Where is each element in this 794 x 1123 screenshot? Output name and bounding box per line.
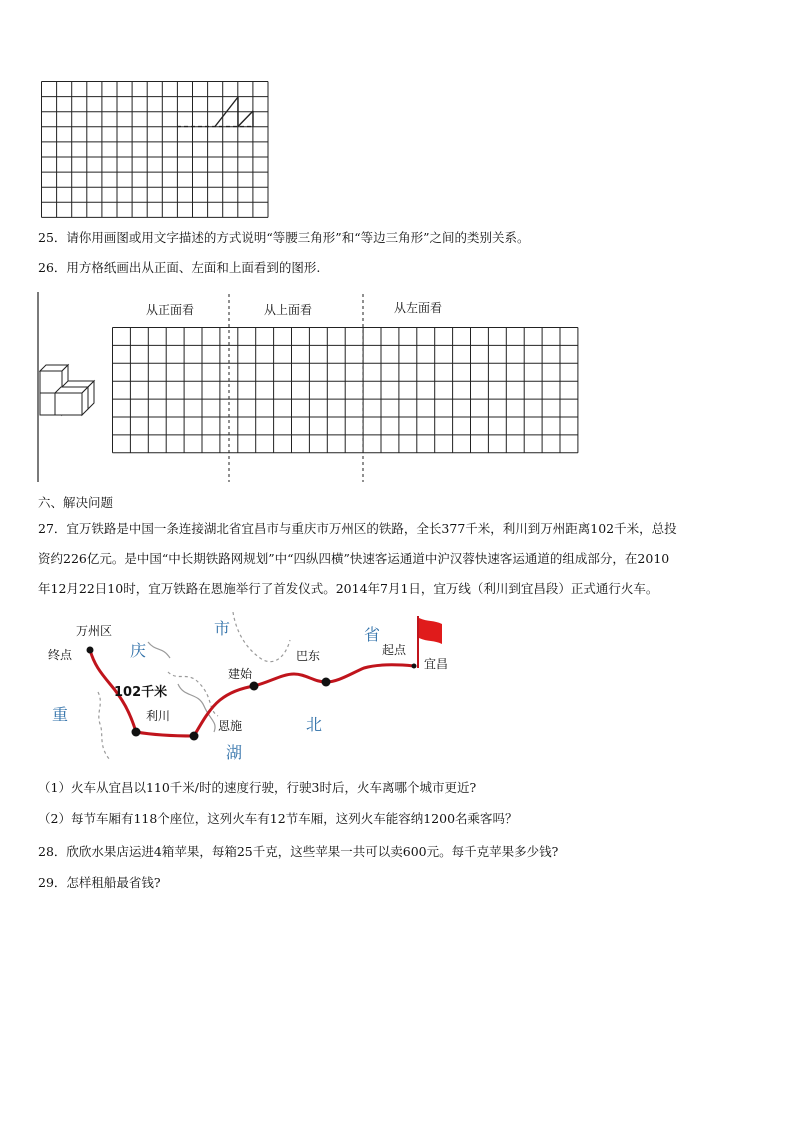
label-qing: 庆 [130,641,147,660]
question-26: 26．用方格纸画出从正面、左面和上面看到的图形. [38,260,321,275]
label-badong: 巴东 [296,649,321,663]
question-25: 25．请你用画图或用文字描述的方式说明“等腰三角形”和“等边三角形”之间的类别关系。 [38,230,530,245]
railway-map [38,612,458,767]
station-lichuan [132,728,141,737]
question-29: 29．怎样租船最省钱? [38,875,161,890]
label-sheng: 省 [364,625,381,644]
views-grid [113,328,578,453]
station-yichang [412,664,417,669]
label-shi: 市 [214,619,231,638]
label-yichang: 宜昌 [424,657,449,671]
question-27-sub-1: （1）火车从宜昌以110千米/时的速度行驶，行驶3时后，火车离哪个城市更近? [38,780,477,795]
drawing-grid-top[interactable] [40,80,270,218]
label-distance: 102千米 [114,685,168,700]
station-wanzhou [87,647,94,654]
label-top-view: 从上面看 [264,303,313,317]
question-27-line-3: 年12月22日10时，宜万铁路在恩施举行了首发仪式。2014年7月1日，宜万线（利川到宜昌段）正式通行火车。 [38,581,659,596]
station-enshi [190,732,199,741]
label-lichuan: 利川 [146,709,171,723]
label-chong: 重 [52,705,69,724]
label-bei: 北 [306,715,323,734]
station-badong [322,678,331,687]
label-hu: 湖 [226,743,243,762]
question-27-sub-2: （2）每节车厢有118个座位，这列火车有12节车厢，这列火车能容纳1200名乘客吗？ [38,811,518,826]
station-jianshi [250,682,259,691]
label-enshi: 恩施 [218,719,243,733]
section-title: 六、解决问题 [38,495,114,510]
cube-stack-icon [40,365,94,415]
label-left-view: 从左面看 [394,301,443,315]
label-front-view: 从正面看 [146,303,195,317]
question-28: 28．欣欣水果店运进4箱苹果，每箱25千克，这些苹果一共可以卖600元。每千克苹果多少钱? [38,844,559,859]
views-figure [36,290,586,485]
label-end: 终点 [48,648,73,662]
question-27-line-2: 资约226亿元。是中国“中长期铁路网规划”中“四纵四横”快速客运通道中沪汉蓉快速客运通道的组成部分，在2010 [38,551,670,566]
question-27-line-1: 27．宜万铁路是中国一条连接湖北省宜昌市与重庆市万州区的铁路，全长377千米，利川到万州距离102千米，总投 [38,521,677,536]
label-start: 起点 [382,643,407,657]
label-jianshi: 建始 [228,667,253,681]
label-wanzhou: 万州区 [76,624,113,638]
